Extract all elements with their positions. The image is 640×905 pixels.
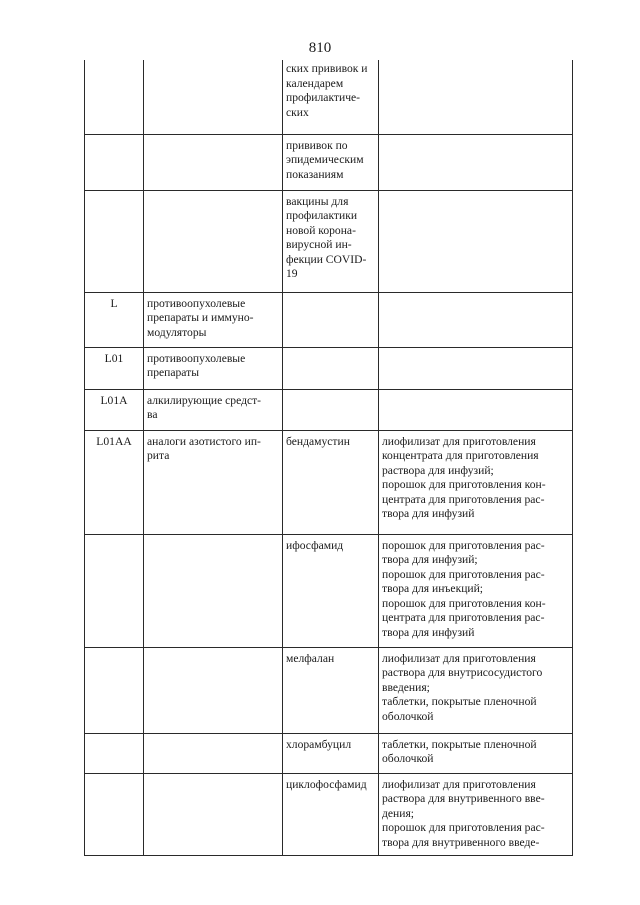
table-row [85, 647, 573, 733]
atc-code-cell [85, 190, 144, 292]
atc-code-cell [85, 60, 144, 134]
dosage-form-cell: порошок для приготовления рас- твора для инфузий; порошок для приготовления рас- твора для инъекций; порошок для приготовления кон- центрата для приготовления рас- твора для инфузий [379, 534, 573, 647]
dosage-form-cell [379, 190, 573, 292]
group-cell [144, 647, 283, 733]
drug-name-cell: хлорамбуцил [283, 733, 379, 773]
drug-name-cell: вакцины для профилактики новой корона- вирусной ин- фекции COVID- 19 [283, 190, 379, 292]
dosage-form-cell [379, 347, 573, 389]
drug-name-cell [283, 389, 379, 430]
dosage-form-cell: лиофилизат для приготовления концентрата для приготовления раствора для инфузий; порошок для приготовления кон- центрата для приготовления рас- твора для инфузий [379, 430, 573, 534]
drug-name-cell: бендамустин [283, 430, 379, 534]
drug-table [84, 60, 573, 856]
dosage-form-cell: лиофилизат для приготовления раствора для внутрисосудистого введения; таблетки, покрытые пленочной оболочкой [379, 647, 573, 733]
dosage-form-cell: таблетки, покрытые пленочной оболочкой [379, 733, 573, 773]
dosage-form-cell [379, 60, 573, 134]
atc-code-cell [85, 733, 144, 773]
dosage-form-cell: лиофилизат для приготовления раствора для внутривенного вве- дения; порошок для приготовления рас- твора для внутривенного введе- [379, 773, 573, 855]
page-number: 810 [308, 40, 332, 56]
drug-name-cell: ских прививок и календарем профилактиче- ских [283, 60, 379, 134]
atc-code-cell: L01 [85, 347, 144, 389]
group-cell [144, 733, 283, 773]
drug-name-cell: циклофосфамид [283, 773, 379, 855]
atc-code-cell: L01A [85, 389, 144, 430]
drug-name-cell: ифосфамид [283, 534, 379, 647]
table-row [85, 389, 573, 430]
atc-code-cell [85, 134, 144, 190]
atc-code-cell [85, 647, 144, 733]
table-row [85, 534, 573, 647]
dosage-form-cell [379, 134, 573, 190]
group-cell: аналоги азотистого ип- рита [144, 430, 283, 534]
table-row [85, 430, 573, 534]
dosage-form-cell [379, 389, 573, 430]
table-row [85, 292, 573, 347]
atc-code-cell [85, 534, 144, 647]
group-cell [144, 134, 283, 190]
atc-code-cell: L01AA [85, 430, 144, 534]
table-row [85, 190, 573, 292]
table-row [85, 134, 573, 190]
drug-name-cell: прививок по эпидемическим показаниям [283, 134, 379, 190]
table-row [85, 347, 573, 389]
atc-code-cell: L [85, 292, 144, 347]
table-row [85, 773, 573, 855]
group-cell [144, 60, 283, 134]
drug-name-cell [283, 347, 379, 389]
group-cell: противоопухолевые препараты и иммуно- модуляторы [144, 292, 283, 347]
group-cell [144, 773, 283, 855]
drug-name-cell: мелфалан [283, 647, 379, 733]
atc-code-cell [85, 773, 144, 855]
table-row [85, 733, 573, 773]
group-cell: алкилирующие средст- ва [144, 389, 283, 430]
drug-name-cell [283, 292, 379, 347]
group-cell: противоопухолевые препараты [144, 347, 283, 389]
group-cell [144, 534, 283, 647]
table-row [85, 60, 573, 134]
group-cell [144, 190, 283, 292]
dosage-form-cell [379, 292, 573, 347]
